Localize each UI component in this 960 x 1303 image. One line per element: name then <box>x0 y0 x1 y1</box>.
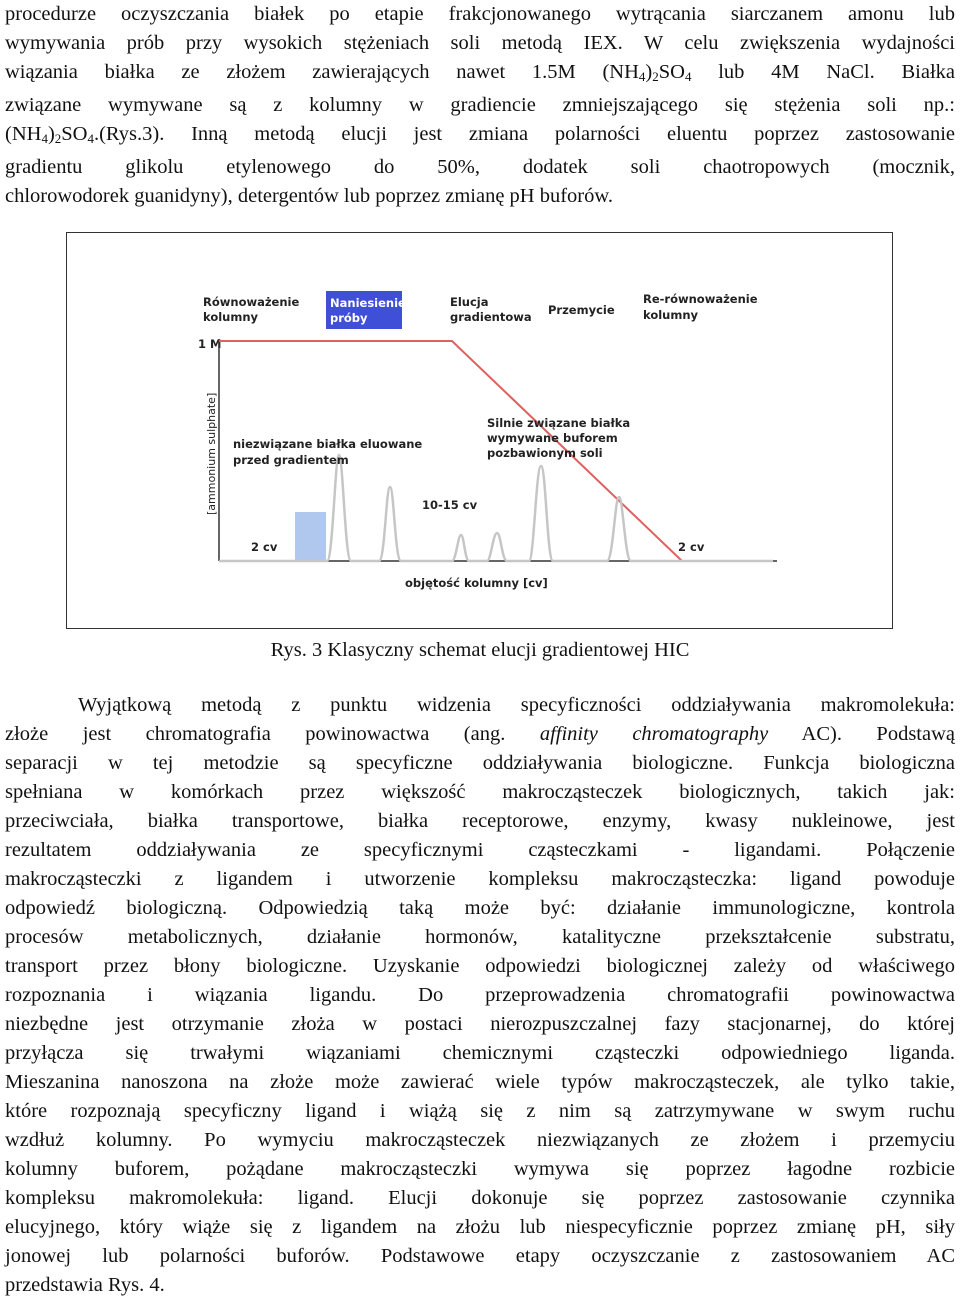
label-strong-1: Silnie związane białka <box>487 416 631 430</box>
text-line: transport przez błony biologiczne. Uzyskanie odpowiedzi biologicznej zależy od właściwego <box>5 955 955 977</box>
text-line: procedurze oczyszczania białek po etapie frakcjonowanego wytrącania siarczanem amonu lub <box>5 3 955 25</box>
paragraph-affinity <box>5 691 955 1300</box>
text-line: wzdłuż kolumny. Po wymyciu makrocząsteczek niezwiązanych ze złożem i przemyciu <box>5 1129 955 1151</box>
label-equilibration-2: kolumny <box>203 310 259 324</box>
label-loading-1: Naniesienie <box>330 296 406 310</box>
text-line: przedstawia Rys. 4. <box>5 1274 165 1296</box>
text-line: Wyjątkową metodą z punktu widzenia specyficzności oddziaływania makromolekuła: <box>78 694 955 716</box>
sample-bar <box>295 512 326 561</box>
text-line: które rozpoznają specyficzny ligand i wiążą się z nim są zatrzymywane w swym ruchu <box>5 1100 955 1122</box>
text-line: wiązania białka ze złożem zawierających nawet 1.5M $(NH_4)_2SO_4$ lub 4M NaCl. Białka <box>5 61 955 84</box>
figure-hic-gradient <box>66 232 893 629</box>
label-equilibration-1: Równoważenie <box>203 295 300 309</box>
label-strong-2: wymywane buforem <box>487 431 618 445</box>
label-2cv-left: 2 cv <box>251 540 278 554</box>
text-line: wymywania prób przy wysokich stężeniach soli metodą IEX. W celu zwiększenia wydajności <box>5 32 955 54</box>
label-10-15cv: 10-15 cv <box>422 498 478 512</box>
paragraph-intro <box>5 0 955 211</box>
text-line: związane wymywane są z kolumny w gradiencie zmniejszającego się stężenia soli np.: <box>5 94 955 116</box>
text-line: kolumny buforem, pożądane makrocząsteczki wymywa się poprzez łagodne rozbicie <box>5 1158 955 1180</box>
label-reequilibration-1: Re-równoważenie <box>643 292 758 306</box>
text-line: rezultatem oddziaływania ze specyficznymi cząsteczkami - ligandami. Połączenie <box>5 839 955 861</box>
text-line: rozpoznania i wiązania ligandu. Do przeprowadzenia chromatografii powinowactwa <box>5 984 955 1006</box>
text-line: elucyjnego, który wiąże się z ligandem na złożu lub niespecyficznie poprzez zmianę pH, siły <box>5 1216 955 1238</box>
figure-diagram <box>67 233 892 628</box>
label-wash: Przemycie <box>548 303 615 317</box>
label-1m: 1 M <box>198 337 222 351</box>
text-line: spełniana w komórkach przez większość makrocząsteczek biologicznych, takich jak: <box>5 781 955 803</box>
text-line: chlorowodorek guanidyny), detergentów lub poprzez zmianę pH buforów. <box>5 185 613 207</box>
label-unbound-1: niezwiązane białka eluowane <box>233 437 423 451</box>
text-line: gradientu glikolu etylenowego do 50%, dodatek soli chaotropowych (mocznik, <box>5 156 955 178</box>
text-line: procesów metabolicznych, działanie hormonów, katalityczne przekształcenie substratu, <box>5 926 955 948</box>
label-reequilibration-2: kolumny <box>643 308 699 322</box>
text-line: $(NH_4)_2SO_4.(Rys.3)$. Inną metodą elucji jest zmiana polarności eluentu poprzez zastosowanie <box>5 123 955 146</box>
label-2cv-right: 2 cv <box>678 540 705 554</box>
label-loading-2: próby <box>330 311 368 325</box>
figure-caption: Rys. 3 Klasyczny schemat elucji gradientowej HIC <box>270 639 690 661</box>
text-line: odpowiedź biologiczną. Odpowiedzią taką może być: działanie immunologiczne, kontrola <box>5 897 955 919</box>
label-unbound-2: przed gradientem <box>233 453 349 467</box>
text-line: złoże jest chromatografia powinowactwa (ang. affinity chromatography AC). Podstawą <box>5 723 955 745</box>
text-line: niezbędne jest otrzymanie złoża w postaci nierozpuszczalnej fazy stacjonarnej, do której <box>5 1013 955 1035</box>
text-line: separacji w tej metodzie są specyficzne oddziaływania biologiczne. Funkcja biologiczna <box>5 752 955 774</box>
text-line: jonowej lub polarności buforów. Podstawowe etapy oczyszczanie z zastosowaniem AC <box>5 1245 955 1267</box>
text-line: przeciwciała, białka transportowe, białka receptorowe, enzymy, kwasy nukleinowe, jest <box>5 810 955 832</box>
text-line: Mieszanina nanoszona na złoże może zawierać wiele typów makrocząsteczek, ale tylko takie, <box>5 1071 955 1093</box>
text-line: makrocząsteczki z ligandem i utworzenie kompleksu makrocząsteczka: ligand powoduje <box>5 868 955 890</box>
label-elution-2: gradientowa <box>450 310 532 324</box>
text-line: kompleksu makromolekuła: ligand. Elucji dokonuje się poprzez zastosowanie czynnika <box>5 1187 955 1209</box>
text-line: przyłącza się trwałymi wiązaniami chemicznymi cząsteczki odpowiedniego liganda. <box>5 1042 955 1064</box>
label-elution-1: Elucja <box>450 295 489 309</box>
label-x-axis: objętość kolumny [cv] <box>405 576 548 590</box>
label-y-axis: [ammonium sulphate] <box>205 392 218 515</box>
label-strong-3: pozbawionym soli <box>487 446 603 460</box>
